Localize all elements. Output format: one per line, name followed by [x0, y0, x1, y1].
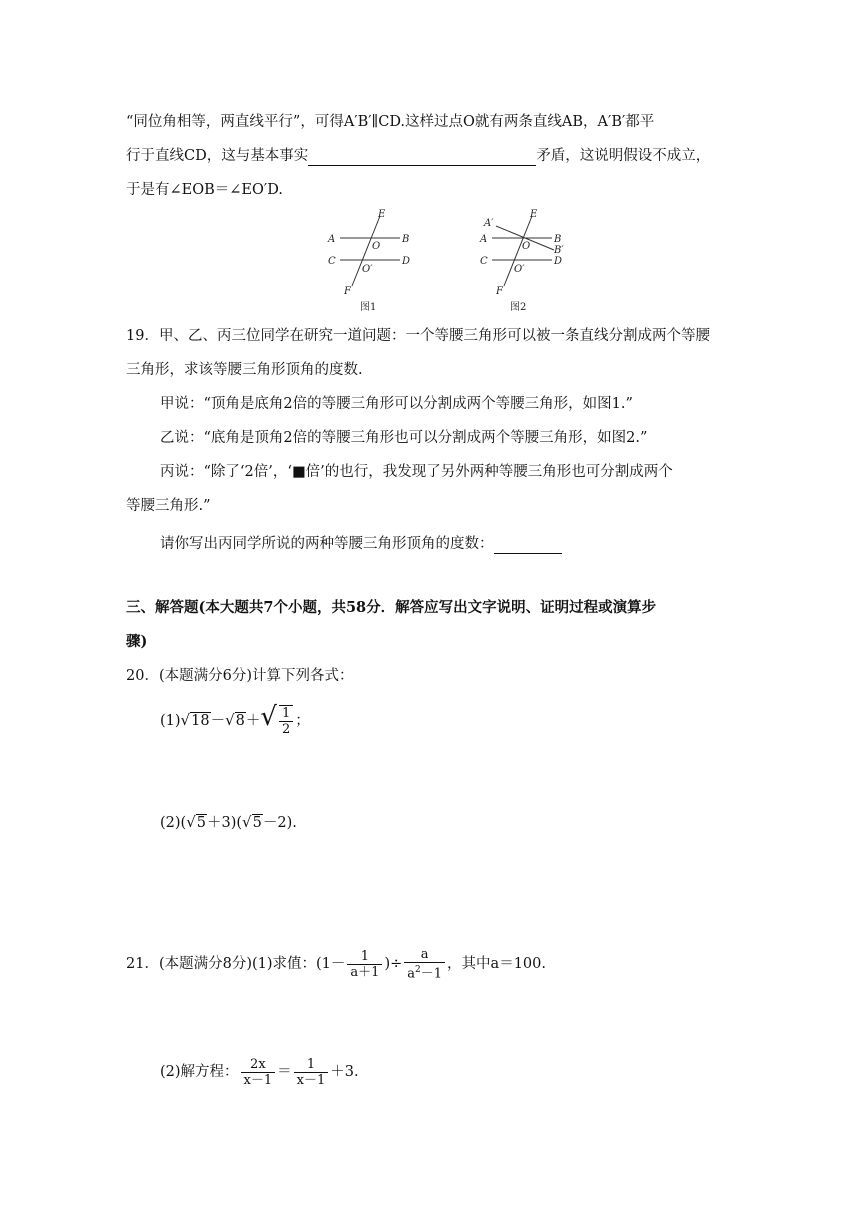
q21-title: 21．(本题满分8分)(1)求值：(1－: [126, 956, 346, 972]
fig2-label-c: C: [480, 256, 488, 267]
q19-ask-line: [160, 534, 562, 554]
q19-answer-blank[interactable]: [494, 537, 562, 554]
fig1-label-b: B: [402, 234, 410, 245]
q21-equation-fraction-1: $\frac{2x}{x-1}$: [241, 1057, 276, 1088]
fig2-caption: 图2: [510, 302, 527, 313]
q20-part-2-end: －2).: [262, 815, 297, 831]
fig2-label-o: O: [522, 241, 531, 252]
q19-line-2: 三角形，求该等腰三角形顶角的度数.: [126, 362, 363, 378]
q21-equation-fraction-2: $\frac{1}{x-1}$: [294, 1057, 329, 1088]
fig2-label-a-prime: A′: [484, 218, 494, 229]
q19-line-1: 19．甲、乙、丙三位同学在研究一道问题：一个等腰三角形可以被一条直线分割成两个等腰: [126, 328, 710, 344]
fig1-label-d: D: [402, 256, 411, 267]
q21-fraction-1: $\frac{1}{a+1}$: [347, 949, 382, 980]
proof-line-2-end: 矛盾，这说明假设不成立，: [536, 148, 711, 164]
fig1-caption: 图1: [360, 302, 377, 313]
q19-yi: 乙说：“底角是顶角2倍的等腰三角形也可以分割成两个等腰三角形，如图2.”: [160, 430, 648, 446]
q20-part-2-mid: ＋3)(: [207, 815, 243, 831]
q21-part-2-label: (2)解方程：: [160, 1064, 239, 1080]
q20-radicand-8: 8: [235, 713, 245, 729]
proof-line-2-start: 行于直线CD，这与基本事实: [126, 148, 309, 164]
q21-equation-end: ＋3.: [330, 1064, 359, 1080]
q20-title: 20．(本题满分6分)计算下列各式：: [126, 668, 354, 684]
fig2-label-b-prime: B′: [554, 245, 564, 256]
fig1-label-f: F: [344, 286, 351, 297]
proof-line-3: 于是有∠EOB＝∠EO′D.: [126, 182, 283, 198]
fig2-label-e: E: [530, 209, 538, 220]
proof-line-1: “同位角相等，两直线平行”，可得A′B′∥CD.这样过点O就有两条直线AB，A′B′都平: [126, 114, 655, 130]
fig1-label-c: C: [328, 256, 336, 267]
fig1-label-e: E: [378, 209, 386, 220]
q20-part-2-radicand-2: 5: [252, 815, 262, 831]
q20-part-1-label: (1): [160, 713, 181, 729]
q20-plus: ＋: [245, 713, 261, 729]
q19-bing-1: 丙说：“除了‘2倍’，‘■倍’的也行，我发现了另外两种等腰三角形也可分割成两个: [160, 464, 673, 480]
q21-divide: )÷: [384, 956, 403, 972]
q21-equals: ＝: [277, 1064, 292, 1080]
figure-2: [474, 206, 574, 316]
q20-minus: －: [210, 713, 226, 729]
q19-jia: 甲说：“顶角是底角2倍的等腰三角形可以分割成两个等腰三角形，如图1.”: [160, 396, 633, 412]
q20-part-2-radicand-1: 5: [196, 815, 206, 831]
q20-part-1-end: ；: [295, 713, 310, 729]
answer-blank-basic-fact[interactable]: [308, 149, 536, 166]
figure-1: [322, 206, 422, 316]
q21-tail: ，其中a＝100.: [447, 956, 546, 972]
fig1-label-a: A: [328, 234, 336, 245]
fig2-label-f: F: [496, 286, 503, 297]
q20-part-1: (1)√18－√8＋√ $\frac{1}{2}$ ；: [160, 702, 310, 737]
fig1-label-o-prime: O′: [362, 264, 373, 275]
fig2-label-o-prime: O′: [514, 264, 525, 275]
fig2-label-a: A: [480, 234, 488, 245]
q21-part-1: [126, 944, 546, 984]
q20-fraction-half: $\frac{1}{2}$: [279, 705, 293, 737]
q19-bing-2: 等腰三角形.”: [126, 498, 211, 514]
fig2-label-d: D: [554, 256, 563, 267]
q19-ask: 请你写出丙同学所说的两种等腰三角形顶角的度数：: [160, 536, 494, 552]
q20-part-2: (2)(√5＋3)(√5－2).: [160, 813, 297, 831]
proof-line-2: [126, 146, 710, 166]
fig2-label-b: B: [554, 234, 562, 245]
q21-fraction-2: $\frac{a}{a^2-1}$: [404, 947, 445, 981]
q21-part-2: [160, 1052, 359, 1092]
q20-part-2-label: (2)(: [160, 815, 187, 831]
section-3-heading-line-1: 三、解答题(本大题共7个小题，共58分．解答应写出文字说明、证明过程或演算步: [126, 599, 657, 616]
q20-radicand-18: 18: [191, 713, 210, 729]
fig1-label-o: O: [372, 241, 381, 252]
section-3-heading-line-2: 骤): [126, 633, 148, 650]
